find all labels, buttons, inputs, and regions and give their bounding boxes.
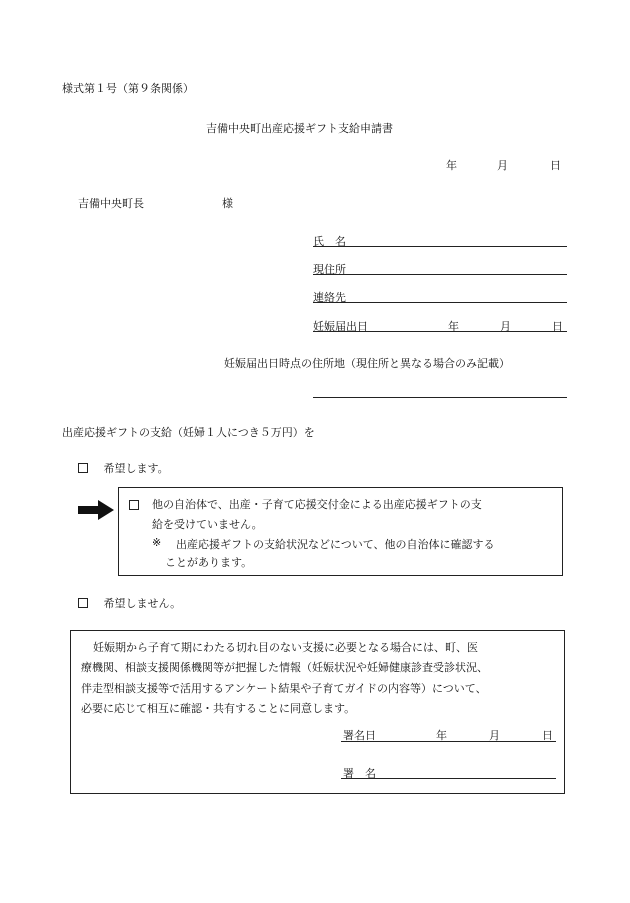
sign-month-label: 月: [489, 729, 500, 742]
consent-line2: 療機関、相談支援関係機関等が把握した情報（妊娠状況や妊婦健康診査受診状況、: [81, 661, 488, 674]
pregnancy-date-label: 妊娠届出日: [313, 320, 368, 333]
addressee-honorific: 様: [222, 197, 233, 210]
address-label: 現住所: [313, 263, 346, 276]
option-yes-label: 希望します。: [103, 462, 169, 475]
option-yes[interactable]: [78, 460, 169, 476]
pregnancy-month-label: 月: [500, 320, 511, 333]
contact-field[interactable]: [313, 302, 567, 303]
date-month-label: 月: [497, 159, 508, 172]
note-line2: ことがあります。: [165, 556, 253, 569]
pregnancy-year-label: 年: [448, 320, 459, 333]
addressee-name: 吉備中央町長: [78, 197, 144, 210]
note-line1: 出産応援ギフトの支給状況などについて、他の自治体に確認する: [176, 538, 495, 551]
pregnancy-date-field[interactable]: [313, 331, 567, 332]
signature-field[interactable]: [341, 778, 556, 779]
date-day-label: 日: [550, 159, 561, 172]
consent-line1: 妊娠期から子育て期にわたる切れ目のない支援に必要となる場合には、町、医: [93, 641, 478, 654]
sign-date-field[interactable]: [341, 741, 556, 742]
sign-day-label: 日: [542, 729, 553, 742]
pregnancy-day-label: 日: [552, 320, 563, 333]
consent-box: [70, 630, 565, 794]
option-yes-checkbox[interactable]: [78, 463, 88, 473]
arrow-right-icon: [78, 500, 114, 520]
request-intro: 出産応援ギフトの支給（妊婦１人につき５万円）を: [62, 426, 315, 439]
declaration-checkbox[interactable]: [129, 500, 139, 510]
prev-address-field[interactable]: [313, 397, 567, 398]
consent-line4: 必要に応じて相互に確認・共有することに同意します。: [81, 702, 356, 715]
date-year-label: 年: [446, 159, 457, 172]
declaration-line2: 給を受けていません。: [152, 518, 263, 531]
option-no[interactable]: [78, 595, 181, 611]
declaration-box: [118, 487, 563, 576]
prev-address-label: 妊娠届出日時点の住所地（現住所と異なる場合のみ記載）: [224, 357, 510, 370]
note-mark: ※: [152, 536, 162, 549]
consent-line3: 伴走型相談支援等で活用するアンケート結果や子育てガイドの内容等）について、: [81, 682, 487, 695]
sign-date-label: 署名日: [343, 729, 376, 742]
signature-label: 署 名: [343, 767, 376, 780]
contact-label: 連絡先: [313, 291, 346, 304]
name-field[interactable]: [313, 246, 567, 247]
declaration-line1: 他の自治体で、出産・子育て応援交付金による出産応援ギフトの支: [152, 498, 482, 511]
sign-year-label: 年: [436, 729, 447, 742]
name-label: 氏 名: [313, 235, 346, 248]
option-no-label: 希望しません。: [103, 597, 182, 610]
form-number: 様式第１号（第９条関係）: [62, 82, 194, 95]
option-no-checkbox[interactable]: [78, 598, 88, 608]
address-field[interactable]: [313, 274, 567, 275]
form-title: 吉備中央町出産応援ギフト支給申請書: [206, 122, 393, 135]
